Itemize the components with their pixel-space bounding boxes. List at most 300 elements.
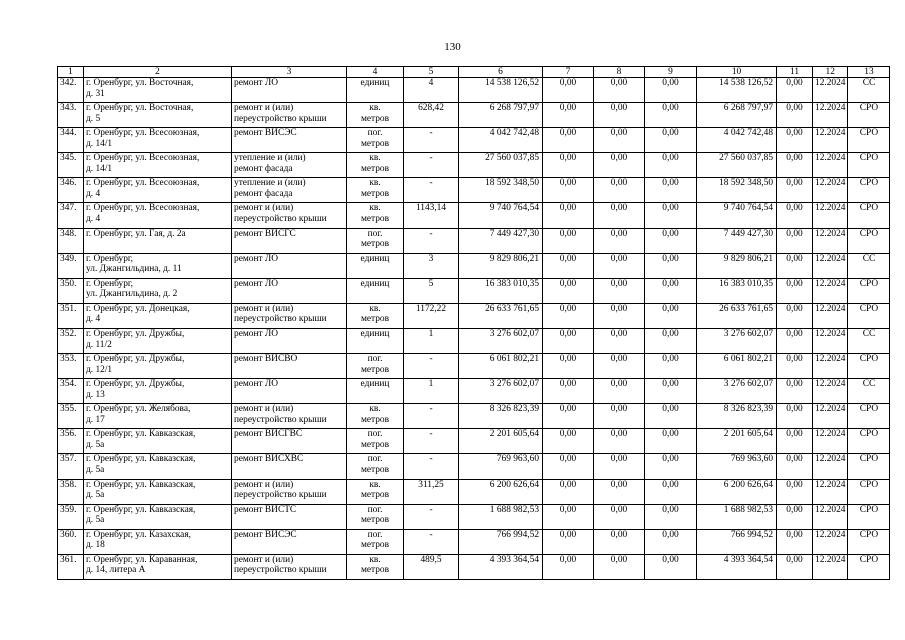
table-row — [58, 328, 890, 353]
local-budget-cell: 0,00 — [645, 228, 697, 253]
fund-cell: 0,00 — [543, 128, 594, 153]
deadline-cell: 12.2024 — [813, 328, 848, 353]
quantity-cell: 1 — [404, 328, 459, 353]
fund-cell: 0,00 — [543, 303, 594, 328]
column-number-12: 12 — [813, 67, 848, 78]
total-cost-cell: 4 393 364,54 — [459, 554, 543, 579]
table-row — [58, 454, 890, 479]
address-cell — [84, 203, 232, 228]
address-cell — [84, 103, 232, 128]
unit-cell — [347, 203, 404, 228]
deadline-cell: 12.2024 — [813, 178, 848, 203]
method-cell: СРО — [848, 128, 890, 153]
fund-cell: 0,00 — [543, 504, 594, 529]
owners-funds-cell: 9 829 806,21 — [697, 253, 777, 278]
address-cell-line: д. 17 — [86, 414, 105, 425]
other-funds-cell: 0,00 — [777, 278, 813, 303]
unit-cell-line: метров — [360, 113, 390, 124]
fund-cell: 0,00 — [543, 78, 594, 103]
total-cost-cell: 1 688 982,53 — [459, 504, 543, 529]
address-cell — [84, 303, 232, 328]
row-number: 351. — [58, 303, 84, 328]
budget-cell: 0,00 — [594, 429, 645, 454]
address-cell — [84, 354, 232, 379]
column-number-8: 8 — [594, 67, 645, 78]
unit-cell — [347, 479, 404, 504]
method-cell: СРО — [848, 278, 890, 303]
owners-funds-cell: 27 560 037,85 — [697, 153, 777, 178]
deadline-cell: 12.2024 — [813, 354, 848, 379]
work-type-cell — [232, 278, 347, 303]
column-number-11: 11 — [777, 67, 813, 78]
unit-cell-line: метров — [360, 465, 390, 475]
unit-cell — [347, 228, 404, 253]
table-row — [58, 404, 890, 429]
total-cost-cell: 6 200 626,64 — [459, 479, 543, 504]
row-number: 348. — [58, 228, 84, 253]
budget-cell: 0,00 — [594, 354, 645, 379]
total-cost-cell: 18 592 348,50 — [459, 178, 543, 203]
budget-cell: 0,00 — [594, 128, 645, 153]
other-funds-cell: 0,00 — [777, 203, 813, 228]
owners-funds-cell: 4 042 742,48 — [697, 128, 777, 153]
method-cell: СРО — [848, 404, 890, 429]
row-number: 346. — [58, 178, 84, 203]
work-type-cell-line: ремонт ЛО — [234, 328, 279, 339]
quantity-cell: 1172,22 — [404, 303, 459, 328]
address-cell-line: д. 4 — [86, 214, 101, 225]
other-funds-cell: 0,00 — [777, 303, 813, 328]
method-cell: СРО — [848, 479, 890, 504]
deadline-cell: 12.2024 — [813, 504, 848, 529]
address-cell-line: г. Оренбург, — [86, 278, 134, 289]
local-budget-cell: 0,00 — [645, 103, 697, 128]
deadline-cell: 12.2024 — [813, 203, 848, 228]
other-funds-cell: 0,00 — [777, 529, 813, 554]
column-number-row — [58, 67, 890, 78]
total-cost-cell: 4 042 742,48 — [459, 128, 543, 153]
local-budget-cell: 0,00 — [645, 554, 697, 579]
deadline-cell: 12.2024 — [813, 303, 848, 328]
column-number-9: 9 — [645, 67, 697, 78]
row-number: 343. — [58, 103, 84, 128]
local-budget-cell: 0,00 — [645, 178, 697, 203]
other-funds-cell: 0,00 — [777, 554, 813, 579]
method-cell: СРО — [848, 303, 890, 328]
table-row — [58, 379, 890, 404]
table-row — [58, 103, 890, 128]
quantity-cell: 489,5 — [404, 554, 459, 579]
address-cell — [84, 529, 232, 554]
budget-cell: 0,00 — [594, 554, 645, 579]
fund-cell: 0,00 — [543, 404, 594, 429]
other-funds-cell: 0,00 — [777, 504, 813, 529]
unit-cell-line: пог. — [367, 429, 383, 440]
method-cell: СРО — [848, 429, 890, 454]
owners-funds-cell: 769 963,60 — [697, 454, 777, 479]
method-cell: СРО — [848, 103, 890, 128]
address-cell-line: д. 5а — [86, 439, 105, 450]
unit-cell-line: метров — [360, 414, 390, 425]
local-budget-cell: 0,00 — [645, 78, 697, 103]
method-cell: СРО — [848, 228, 890, 253]
other-funds-cell: 0,00 — [777, 128, 813, 153]
budget-cell: 0,00 — [594, 203, 645, 228]
local-budget-cell: 0,00 — [645, 504, 697, 529]
unit-cell-line: кв. — [369, 303, 381, 314]
budget-cell: 0,00 — [594, 303, 645, 328]
unit-cell — [347, 429, 404, 454]
method-cell: СРО — [848, 354, 890, 379]
work-type-cell — [232, 253, 347, 278]
row-number: 356. — [58, 429, 84, 454]
unit-cell — [347, 529, 404, 554]
work-type-cell — [232, 379, 347, 404]
unit-cell-line: метров — [360, 490, 390, 501]
budget-cell: 0,00 — [594, 504, 645, 529]
local-budget-cell: 0,00 — [645, 479, 697, 504]
row-number: 352. — [58, 328, 84, 353]
row-number: 347. — [58, 203, 84, 228]
local-budget-cell: 0,00 — [645, 128, 697, 153]
owners-funds-cell: 8 326 823,39 — [697, 404, 777, 429]
work-type-cell-line: переустройство крыши — [234, 314, 327, 325]
column-number-13: 13 — [848, 67, 890, 78]
work-type-cell-line: ремонт ВИСВО — [234, 354, 298, 365]
fund-cell: 0,00 — [543, 328, 594, 353]
local-budget-cell: 0,00 — [645, 454, 697, 479]
unit-cell — [347, 454, 404, 479]
unit-cell — [347, 278, 404, 303]
unit-cell-line: пог. — [367, 228, 383, 239]
work-type-cell-line: ремонт ЛО — [234, 253, 279, 264]
row-number: 355. — [58, 404, 84, 429]
method-cell: СРО — [848, 504, 890, 529]
address-cell-line: г. Оренбург, ул. Дружбы, — [86, 354, 185, 365]
quantity-cell: - — [404, 504, 459, 529]
work-type-cell-line: ремонт ЛО — [234, 278, 279, 289]
fund-cell: 0,00 — [543, 429, 594, 454]
work-type-cell — [232, 404, 347, 429]
column-number-4: 4 — [347, 67, 404, 78]
unit-cell-line: единиц — [360, 278, 390, 289]
row-number: 361. — [58, 554, 84, 579]
fund-cell: 0,00 — [543, 203, 594, 228]
unit-cell — [347, 103, 404, 128]
address-cell — [84, 228, 232, 253]
work-type-cell — [232, 78, 347, 103]
deadline-cell: 12.2024 — [813, 128, 848, 153]
budget-cell: 0,00 — [594, 78, 645, 103]
quantity-cell: 311,25 — [404, 479, 459, 504]
address-cell-line: д. 4 — [86, 314, 101, 325]
budget-cell: 0,00 — [594, 379, 645, 404]
address-cell-line: г. Оренбург, ул. Караванная, — [86, 554, 198, 565]
unit-cell-line: кв. — [369, 103, 381, 114]
unit-cell — [347, 328, 404, 353]
address-cell-line: г. Оренбург, ул. Всесоюзная, — [86, 203, 200, 214]
budget-cell: 0,00 — [594, 228, 645, 253]
work-type-cell — [232, 529, 347, 554]
row-number: 342. — [58, 78, 84, 103]
column-number-6: 6 — [459, 67, 543, 78]
address-cell-line: г. Оренбург, ул. Дружбы, — [86, 379, 185, 390]
total-cost-cell: 2 201 605,64 — [459, 429, 543, 454]
row-number: 354. — [58, 379, 84, 404]
column-number-5: 5 — [404, 67, 459, 78]
deadline-cell: 12.2024 — [813, 554, 848, 579]
total-cost-cell: 8 326 823,39 — [459, 404, 543, 429]
work-type-cell-line: ремонт и (или) — [234, 554, 294, 565]
unit-cell — [347, 303, 404, 328]
row-number: 358. — [58, 479, 84, 504]
address-cell-line: д. 12/1 — [86, 364, 113, 375]
table-row — [58, 529, 890, 554]
unit-cell-line: пог. — [367, 454, 383, 465]
unit-cell — [347, 78, 404, 103]
row-number: 353. — [58, 354, 84, 379]
work-type-cell-line: ремонт и (или) — [234, 479, 294, 490]
address-cell-line: г. Оренбург, ул. Всесоюзная, — [86, 128, 200, 139]
address-cell-line: д. 18 — [86, 540, 105, 551]
row-number: 345. — [58, 153, 84, 178]
method-cell: СРО — [848, 454, 890, 479]
address-cell — [84, 504, 232, 529]
work-type-cell — [232, 429, 347, 454]
local-budget-cell: 0,00 — [645, 153, 697, 178]
address-cell — [84, 178, 232, 203]
work-type-cell — [232, 203, 347, 228]
address-cell — [84, 78, 232, 103]
deadline-cell: 12.2024 — [813, 253, 848, 278]
column-number-2: 2 — [84, 67, 232, 78]
work-type-cell-line: ремонт ВИСХВС — [234, 454, 304, 465]
address-cell — [84, 479, 232, 504]
budget-cell: 0,00 — [594, 278, 645, 303]
fund-cell: 0,00 — [543, 253, 594, 278]
column-number-3: 3 — [232, 67, 347, 78]
work-type-cell — [232, 153, 347, 178]
table-row — [58, 253, 890, 278]
work-type-cell-line: переустройство крыши — [234, 113, 327, 124]
owners-funds-cell: 1 688 982,53 — [697, 504, 777, 529]
table-row — [58, 78, 890, 103]
address-cell-line: г. Оренбург, — [86, 253, 134, 264]
work-type-cell-line: переустройство крыши — [234, 414, 327, 425]
method-cell: СРО — [848, 529, 890, 554]
unit-cell — [347, 404, 404, 429]
work-type-cell-line: ремонт ЛО — [234, 379, 279, 390]
work-type-cell-line: ремонт ВИСТС — [234, 504, 297, 515]
work-type-cell — [232, 504, 347, 529]
quantity-cell: - — [404, 404, 459, 429]
unit-cell-line: пог. — [367, 354, 383, 365]
quantity-cell: - — [404, 178, 459, 203]
quantity-cell: 5 — [404, 278, 459, 303]
other-funds-cell: 0,00 — [777, 479, 813, 504]
other-funds-cell: 0,00 — [777, 354, 813, 379]
unit-cell-line: единиц — [360, 328, 390, 339]
budget-cell: 0,00 — [594, 178, 645, 203]
row-number: 350. — [58, 278, 84, 303]
unit-cell — [347, 253, 404, 278]
unit-cell-line: пог. — [367, 128, 383, 139]
row-number: 357. — [58, 454, 84, 479]
work-type-cell — [232, 328, 347, 353]
address-cell — [84, 404, 232, 429]
address-cell — [84, 253, 232, 278]
budget-cell: 0,00 — [594, 253, 645, 278]
fund-cell: 0,00 — [543, 479, 594, 504]
table-row — [58, 278, 890, 303]
unit-cell-line: метров — [360, 188, 390, 199]
unit-cell-line: метров — [360, 314, 390, 325]
unit-cell-line: метров — [360, 439, 390, 450]
other-funds-cell: 0,00 — [777, 454, 813, 479]
deadline-cell: 12.2024 — [813, 103, 848, 128]
address-cell-line: д. 31 — [86, 88, 105, 99]
method-cell: СРО — [848, 153, 890, 178]
unit-cell — [347, 128, 404, 153]
table-header — [58, 67, 890, 78]
work-type-cell — [232, 479, 347, 504]
address-cell-line: г. Оренбург, ул. Кавказская, — [86, 479, 196, 490]
unit-cell-line: метров — [360, 565, 390, 576]
local-budget-cell: 0,00 — [645, 328, 697, 353]
work-type-cell-line: ремонт и (или) — [234, 303, 294, 314]
owners-funds-cell: 9 740 764,54 — [697, 203, 777, 228]
method-cell: СС — [848, 328, 890, 353]
column-number-1: 1 — [58, 67, 84, 78]
local-budget-cell: 0,00 — [645, 529, 697, 554]
address-cell-line: г. Оренбург, ул. Восточная, — [86, 78, 194, 88]
quantity-cell: 628,42 — [404, 103, 459, 128]
address-cell-line: г. Оренбург, ул. Кавказская, — [86, 429, 196, 440]
total-cost-cell: 6 061 802,21 — [459, 354, 543, 379]
unit-cell-line: метров — [360, 540, 390, 551]
deadline-cell: 12.2024 — [813, 153, 848, 178]
other-funds-cell: 0,00 — [777, 178, 813, 203]
address-cell-line: ул. Джангильдина, д. 11 — [86, 264, 182, 275]
quantity-cell: - — [404, 128, 459, 153]
quantity-cell: 4 — [404, 78, 459, 103]
address-cell-line: г. Оренбург, ул. Желябова, — [86, 404, 191, 415]
owners-funds-cell: 6 268 797,97 — [697, 103, 777, 128]
local-budget-cell: 0,00 — [645, 404, 697, 429]
address-cell-line: д. 4 — [86, 188, 101, 199]
page-number: 130 — [444, 41, 461, 53]
method-cell: СС — [848, 253, 890, 278]
address-cell — [84, 554, 232, 579]
total-cost-cell: 3 276 602,07 — [459, 379, 543, 404]
work-type-cell-line: ремонт фасада — [234, 188, 293, 199]
address-cell-line: д. 11/2 — [86, 339, 112, 350]
other-funds-cell: 0,00 — [777, 404, 813, 429]
unit-cell-line: метров — [360, 515, 390, 526]
fund-cell: 0,00 — [543, 278, 594, 303]
local-budget-cell: 0,00 — [645, 379, 697, 404]
deadline-cell: 12.2024 — [813, 454, 848, 479]
work-type-cell-line: переустройство крыши — [234, 214, 327, 225]
work-type-cell — [232, 354, 347, 379]
other-funds-cell: 0,00 — [777, 328, 813, 353]
table-row — [58, 228, 890, 253]
address-cell-line: ул. Джангильдина, д. 2 — [86, 289, 178, 300]
budget-cell: 0,00 — [594, 328, 645, 353]
quantity-cell: 3 — [404, 253, 459, 278]
other-funds-cell: 0,00 — [777, 103, 813, 128]
total-cost-cell: 3 276 602,07 — [459, 328, 543, 353]
table-row — [58, 178, 890, 203]
total-cost-cell: 6 268 797,97 — [459, 103, 543, 128]
fund-cell: 0,00 — [543, 354, 594, 379]
total-cost-cell: 14 538 126,52 — [459, 78, 543, 103]
address-cell-line: д. 5а — [86, 490, 105, 501]
address-cell-line: г. Оренбург, ул. Всесоюзная, — [86, 178, 200, 189]
budget-cell: 0,00 — [594, 529, 645, 554]
table-row — [58, 504, 890, 529]
total-cost-cell: 9 829 806,21 — [459, 253, 543, 278]
row-number: 359. — [58, 504, 84, 529]
quantity-cell: - — [404, 529, 459, 554]
method-cell: СС — [848, 78, 890, 103]
deadline-cell: 12.2024 — [813, 78, 848, 103]
other-funds-cell: 0,00 — [777, 78, 813, 103]
local-budget-cell: 0,00 — [645, 429, 697, 454]
work-type-cell — [232, 303, 347, 328]
work-type-cell-line: ремонт и (или) — [234, 404, 294, 415]
deadline-cell: 12.2024 — [813, 479, 848, 504]
unit-cell-line: кв. — [369, 404, 381, 415]
work-type-cell — [232, 178, 347, 203]
owners-funds-cell: 18 592 348,50 — [697, 178, 777, 203]
unit-cell — [347, 379, 404, 404]
work-type-cell — [232, 554, 347, 579]
unit-cell — [347, 354, 404, 379]
owners-funds-cell: 2 201 605,64 — [697, 429, 777, 454]
owners-funds-cell: 766 994,52 — [697, 529, 777, 554]
work-type-cell-line: ремонт ВИСЭС — [234, 128, 297, 139]
address-cell-line: г. Оренбург, ул. Восточная, — [86, 103, 194, 114]
address-cell-line: д. 5а — [86, 515, 105, 526]
budget-cell: 0,00 — [594, 479, 645, 504]
owners-funds-cell: 3 276 602,07 — [697, 328, 777, 353]
unit-cell-line: метров — [360, 364, 390, 375]
row-number: 349. — [58, 253, 84, 278]
owners-funds-cell: 4 393 364,54 — [697, 554, 777, 579]
total-cost-cell: 7 449 427,30 — [459, 228, 543, 253]
work-type-cell — [232, 228, 347, 253]
work-type-cell — [232, 454, 347, 479]
register-table — [57, 66, 890, 580]
address-cell — [84, 429, 232, 454]
table-row — [58, 479, 890, 504]
unit-cell-line: единиц — [360, 379, 390, 390]
address-cell — [84, 379, 232, 404]
fund-cell: 0,00 — [543, 228, 594, 253]
table-row — [58, 303, 890, 328]
owners-funds-cell: 26 633 761,65 — [697, 303, 777, 328]
work-type-cell — [232, 103, 347, 128]
local-budget-cell: 0,00 — [645, 203, 697, 228]
quantity-cell: - — [404, 454, 459, 479]
address-cell-line: д. 5 — [86, 113, 101, 124]
work-type-cell-line: ремонт фасада — [234, 163, 293, 174]
unit-cell-line: метров — [360, 138, 390, 149]
address-cell-line: г. Оренбург, ул. Кавказская, — [86, 504, 196, 515]
work-type-cell-line: ремонт ВИСГС — [234, 228, 296, 239]
budget-cell: 0,00 — [594, 153, 645, 178]
